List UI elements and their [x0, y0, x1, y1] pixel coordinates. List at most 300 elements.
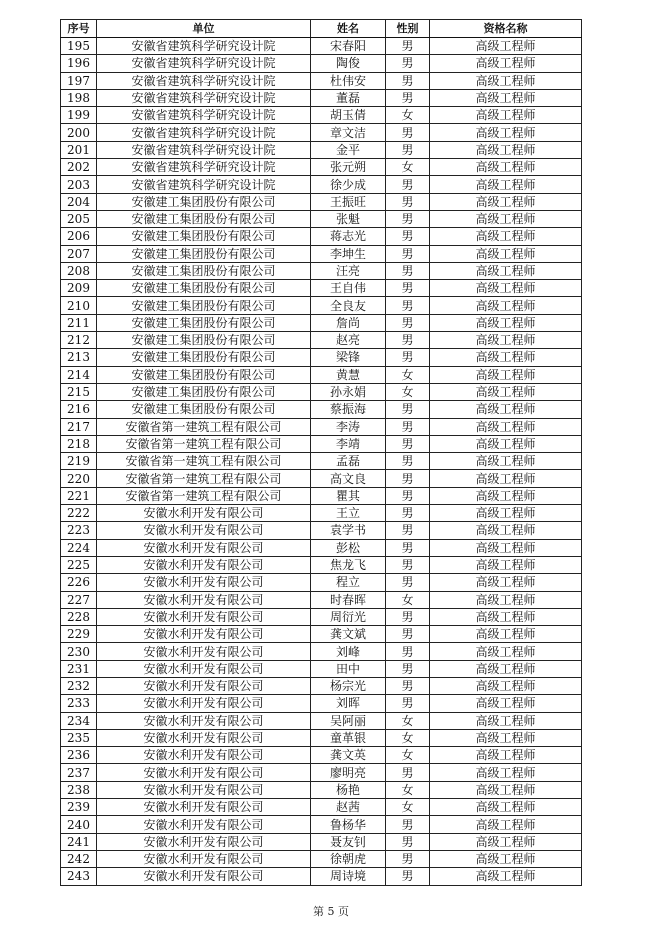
cell-gender: 男 [386, 626, 430, 643]
cell-gender: 男 [386, 245, 430, 262]
table-row [61, 833, 582, 850]
table-row [61, 677, 582, 694]
cell-unit: 安徽水利开发有限公司 [97, 626, 311, 643]
cell-qualification: 高级工程师 [430, 470, 582, 487]
cell-gender: 男 [386, 505, 430, 522]
cell-qualification: 高级工程师 [430, 72, 582, 89]
table-row [61, 660, 582, 677]
cell-gender: 男 [386, 314, 430, 331]
cell-gender: 男 [386, 176, 430, 193]
cell-unit: 安徽水利开发有限公司 [97, 505, 311, 522]
table-row [61, 228, 582, 245]
cell-qualification: 高级工程师 [430, 159, 582, 176]
cell-unit: 安徽水利开发有限公司 [97, 816, 311, 833]
table-row [61, 141, 582, 158]
cell-unit: 安徽水利开发有限公司 [97, 591, 311, 608]
table-row [61, 712, 582, 729]
cell-qualification: 高级工程师 [430, 401, 582, 418]
cell-number: 207 [61, 245, 97, 262]
cell-number: 234 [61, 712, 97, 729]
cell-gender: 男 [386, 487, 430, 504]
cell-gender: 男 [386, 89, 430, 106]
cell-unit: 安徽水利开发有限公司 [97, 556, 311, 573]
cell-unit: 安徽水利开发有限公司 [97, 764, 311, 781]
cell-number: 230 [61, 643, 97, 660]
table-row [61, 349, 582, 366]
cell-gender: 男 [386, 539, 430, 556]
cell-name: 张魁 [311, 210, 386, 227]
header-name: 姓名 [311, 20, 386, 38]
cell-name: 廖明亮 [311, 764, 386, 781]
cell-qualification: 高级工程师 [430, 280, 582, 297]
cell-name: 龚文斌 [311, 626, 386, 643]
cell-gender: 女 [386, 781, 430, 798]
cell-number: 219 [61, 453, 97, 470]
cell-number: 235 [61, 729, 97, 746]
cell-unit: 安徽建工集团股份有限公司 [97, 210, 311, 227]
cell-qualification: 高级工程师 [430, 626, 582, 643]
cell-name: 梁锋 [311, 349, 386, 366]
table-row [61, 453, 582, 470]
cell-unit: 安徽建工集团股份有限公司 [97, 401, 311, 418]
table-row [61, 383, 582, 400]
cell-number: 225 [61, 556, 97, 573]
cell-number: 241 [61, 833, 97, 850]
cell-qualification: 高级工程师 [430, 418, 582, 435]
table-row [61, 159, 582, 176]
cell-unit: 安徽水利开发有限公司 [97, 695, 311, 712]
cell-name: 陶俊 [311, 55, 386, 72]
table-row [61, 470, 582, 487]
cell-unit: 安徽省建筑科学研究设计院 [97, 159, 311, 176]
cell-name: 焦龙飞 [311, 556, 386, 573]
cell-qualification: 高级工程师 [430, 505, 582, 522]
cell-unit: 安徽建工集团股份有限公司 [97, 297, 311, 314]
cell-unit: 安徽省建筑科学研究设计院 [97, 55, 311, 72]
header-row [61, 20, 582, 38]
cell-gender: 男 [386, 453, 430, 470]
cell-qualification: 高级工程师 [430, 453, 582, 470]
cell-qualification: 高级工程师 [430, 332, 582, 349]
cell-name: 杜伟安 [311, 72, 386, 89]
cell-unit: 安徽水利开发有限公司 [97, 747, 311, 764]
header-gender: 性别 [386, 20, 430, 38]
cell-name: 詹尚 [311, 314, 386, 331]
cell-qualification: 高级工程师 [430, 781, 582, 798]
cell-number: 236 [61, 747, 97, 764]
cell-name: 张元朔 [311, 159, 386, 176]
cell-unit: 安徽水利开发有限公司 [97, 833, 311, 850]
table-row [61, 418, 582, 435]
cell-gender: 女 [386, 366, 430, 383]
table-row [61, 539, 582, 556]
cell-gender: 男 [386, 522, 430, 539]
table-row [61, 868, 582, 885]
table-row [61, 72, 582, 89]
table-row [61, 626, 582, 643]
cell-name: 董磊 [311, 89, 386, 106]
cell-qualification: 高级工程师 [430, 141, 582, 158]
cell-number: 228 [61, 608, 97, 625]
cell-qualification: 高级工程师 [430, 210, 582, 227]
table-row [61, 314, 582, 331]
cell-qualification: 高级工程师 [430, 833, 582, 850]
cell-gender: 男 [386, 228, 430, 245]
cell-name: 王自伟 [311, 280, 386, 297]
cell-qualification: 高级工程师 [430, 591, 582, 608]
cell-number: 208 [61, 262, 97, 279]
cell-number: 195 [61, 38, 97, 55]
cell-gender: 男 [386, 332, 430, 349]
cell-qualification: 高级工程师 [430, 228, 582, 245]
cell-number: 239 [61, 799, 97, 816]
cell-unit: 安徽建工集团股份有限公司 [97, 383, 311, 400]
cell-number: 232 [61, 677, 97, 694]
table-row [61, 764, 582, 781]
cell-gender: 男 [386, 262, 430, 279]
table-row [61, 124, 582, 141]
cell-name: 王振旺 [311, 193, 386, 210]
table-row [61, 556, 582, 573]
cell-gender: 男 [386, 764, 430, 781]
cell-gender: 男 [386, 816, 430, 833]
table-row [61, 781, 582, 798]
cell-name: 赵亮 [311, 332, 386, 349]
cell-gender: 男 [386, 833, 430, 850]
cell-number: 212 [61, 332, 97, 349]
table-row [61, 695, 582, 712]
cell-name: 汪亮 [311, 262, 386, 279]
cell-unit: 安徽水利开发有限公司 [97, 608, 311, 625]
cell-unit: 安徽水利开发有限公司 [97, 868, 311, 885]
header-number: 序号 [61, 20, 97, 38]
cell-qualification: 高级工程师 [430, 435, 582, 452]
cell-name: 王立 [311, 505, 386, 522]
page-number: 第 5 页 [313, 905, 349, 918]
cell-unit: 安徽水利开发有限公司 [97, 799, 311, 816]
cell-unit: 安徽省建筑科学研究设计院 [97, 107, 311, 124]
cell-gender: 男 [386, 850, 430, 867]
cell-gender: 女 [386, 712, 430, 729]
cell-qualification: 高级工程师 [430, 799, 582, 816]
cell-unit: 安徽省建筑科学研究设计院 [97, 89, 311, 106]
cell-gender: 男 [386, 418, 430, 435]
cell-gender: 男 [386, 677, 430, 694]
cell-number: 221 [61, 487, 97, 504]
cell-name: 时春晖 [311, 591, 386, 608]
table-row [61, 799, 582, 816]
cell-number: 217 [61, 418, 97, 435]
header-unit: 单位 [97, 20, 311, 38]
table-row [61, 89, 582, 106]
cell-name: 金平 [311, 141, 386, 158]
cell-number: 211 [61, 314, 97, 331]
cell-qualification: 高级工程师 [430, 850, 582, 867]
cell-gender: 男 [386, 297, 430, 314]
cell-name: 蒋志光 [311, 228, 386, 245]
cell-gender: 男 [386, 193, 430, 210]
cell-unit: 安徽省第一建筑工程有限公司 [97, 418, 311, 435]
cell-number: 214 [61, 366, 97, 383]
cell-gender: 女 [386, 107, 430, 124]
cell-unit: 安徽省第一建筑工程有限公司 [97, 470, 311, 487]
cell-name: 袁学书 [311, 522, 386, 539]
cell-name: 周衍光 [311, 608, 386, 625]
cell-name: 孟磊 [311, 453, 386, 470]
cell-qualification: 高级工程师 [430, 55, 582, 72]
cell-unit: 安徽建工集团股份有限公司 [97, 349, 311, 366]
cell-qualification: 高级工程师 [430, 712, 582, 729]
cell-gender: 男 [386, 210, 430, 227]
cell-unit: 安徽省建筑科学研究设计院 [97, 124, 311, 141]
table-header [61, 20, 582, 38]
cell-number: 196 [61, 55, 97, 72]
table-body [61, 38, 582, 886]
cell-qualification: 高级工程师 [430, 314, 582, 331]
cell-number: 210 [61, 297, 97, 314]
cell-number: 205 [61, 210, 97, 227]
cell-unit: 安徽水利开发有限公司 [97, 539, 311, 556]
cell-name: 蔡振海 [311, 401, 386, 418]
cell-unit: 安徽水利开发有限公司 [97, 850, 311, 867]
cell-name: 胡玉倩 [311, 107, 386, 124]
cell-number: 242 [61, 850, 97, 867]
cell-gender: 女 [386, 383, 430, 400]
cell-qualification: 高级工程师 [430, 176, 582, 193]
cell-unit: 安徽省建筑科学研究设计院 [97, 72, 311, 89]
cell-gender: 女 [386, 799, 430, 816]
cell-unit: 安徽水利开发有限公司 [97, 712, 311, 729]
cell-number: 218 [61, 435, 97, 452]
cell-number: 200 [61, 124, 97, 141]
cell-unit: 安徽水利开发有限公司 [97, 574, 311, 591]
cell-gender: 男 [386, 349, 430, 366]
cell-name: 童革银 [311, 729, 386, 746]
cell-gender: 女 [386, 747, 430, 764]
qualification-roster-table [60, 19, 582, 886]
cell-number: 222 [61, 505, 97, 522]
cell-unit: 安徽建工集团股份有限公司 [97, 332, 311, 349]
cell-qualification: 高级工程师 [430, 124, 582, 141]
cell-number: 226 [61, 574, 97, 591]
cell-name: 刘晖 [311, 695, 386, 712]
cell-name: 杨宗光 [311, 677, 386, 694]
cell-unit: 安徽省建筑科学研究设计院 [97, 141, 311, 158]
cell-qualification: 高级工程师 [430, 245, 582, 262]
table-row [61, 280, 582, 297]
table-row [61, 55, 582, 72]
cell-gender: 女 [386, 591, 430, 608]
cell-number: 220 [61, 470, 97, 487]
cell-name: 瞿其 [311, 487, 386, 504]
cell-qualification: 高级工程师 [430, 383, 582, 400]
cell-qualification: 高级工程师 [430, 349, 582, 366]
cell-unit: 安徽建工集团股份有限公司 [97, 262, 311, 279]
table-row [61, 401, 582, 418]
cell-unit: 安徽水利开发有限公司 [97, 781, 311, 798]
cell-number: 198 [61, 89, 97, 106]
cell-number: 223 [61, 522, 97, 539]
header-qualification: 资格名称 [430, 20, 582, 38]
cell-unit: 安徽省建筑科学研究设计院 [97, 176, 311, 193]
cell-gender: 男 [386, 55, 430, 72]
table-row [61, 522, 582, 539]
cell-qualification: 高级工程师 [430, 89, 582, 106]
cell-number: 204 [61, 193, 97, 210]
cell-name: 徐朝虎 [311, 850, 386, 867]
table-row [61, 816, 582, 833]
cell-unit: 安徽省第一建筑工程有限公司 [97, 435, 311, 452]
cell-unit: 安徽建工集团股份有限公司 [97, 366, 311, 383]
cell-qualification: 高级工程师 [430, 695, 582, 712]
cell-qualification: 高级工程师 [430, 193, 582, 210]
cell-gender: 男 [386, 643, 430, 660]
cell-gender: 男 [386, 38, 430, 55]
cell-name: 全良友 [311, 297, 386, 314]
cell-name: 李涛 [311, 418, 386, 435]
cell-unit: 安徽省建筑科学研究设计院 [97, 38, 311, 55]
table-row [61, 608, 582, 625]
cell-gender: 男 [386, 124, 430, 141]
cell-unit: 安徽建工集团股份有限公司 [97, 280, 311, 297]
table-row [61, 38, 582, 55]
cell-name: 宋春阳 [311, 38, 386, 55]
table-row [61, 176, 582, 193]
cell-qualification: 高级工程师 [430, 366, 582, 383]
table-row [61, 435, 582, 452]
table-row [61, 747, 582, 764]
cell-gender: 女 [386, 159, 430, 176]
cell-gender: 男 [386, 660, 430, 677]
cell-qualification: 高级工程师 [430, 677, 582, 694]
cell-number: 215 [61, 383, 97, 400]
cell-qualification: 高级工程师 [430, 660, 582, 677]
cell-name: 程立 [311, 574, 386, 591]
cell-qualification: 高级工程师 [430, 556, 582, 573]
cell-name: 刘峰 [311, 643, 386, 660]
cell-name: 李靖 [311, 435, 386, 452]
cell-name: 赵茜 [311, 799, 386, 816]
cell-number: 231 [61, 660, 97, 677]
cell-unit: 安徽省第一建筑工程有限公司 [97, 487, 311, 504]
cell-gender: 男 [386, 141, 430, 158]
cell-qualification: 高级工程师 [430, 38, 582, 55]
cell-unit: 安徽建工集团股份有限公司 [97, 228, 311, 245]
cell-unit: 安徽建工集团股份有限公司 [97, 314, 311, 331]
table-row [61, 591, 582, 608]
cell-unit: 安徽省第一建筑工程有限公司 [97, 453, 311, 470]
table-row [61, 332, 582, 349]
cell-name: 彭松 [311, 539, 386, 556]
cell-number: 229 [61, 626, 97, 643]
cell-qualification: 高级工程师 [430, 816, 582, 833]
cell-name: 徐少成 [311, 176, 386, 193]
cell-unit: 安徽水利开发有限公司 [97, 522, 311, 539]
table-row [61, 487, 582, 504]
cell-name: 孙永娟 [311, 383, 386, 400]
cell-gender: 男 [386, 608, 430, 625]
cell-unit: 安徽水利开发有限公司 [97, 677, 311, 694]
cell-qualification: 高级工程师 [430, 297, 582, 314]
cell-number: 238 [61, 781, 97, 798]
cell-unit: 安徽水利开发有限公司 [97, 643, 311, 660]
cell-name: 李坤生 [311, 245, 386, 262]
cell-gender: 男 [386, 695, 430, 712]
cell-gender: 女 [386, 729, 430, 746]
cell-number: 197 [61, 72, 97, 89]
cell-number: 199 [61, 107, 97, 124]
cell-name: 杨艳 [311, 781, 386, 798]
cell-name: 龚文英 [311, 747, 386, 764]
cell-qualification: 高级工程师 [430, 729, 582, 746]
cell-number: 213 [61, 349, 97, 366]
cell-qualification: 高级工程师 [430, 522, 582, 539]
cell-name: 周诗境 [311, 868, 386, 885]
cell-qualification: 高级工程师 [430, 747, 582, 764]
table-row [61, 366, 582, 383]
cell-name: 章文洁 [311, 124, 386, 141]
cell-gender: 男 [386, 401, 430, 418]
table-row [61, 574, 582, 591]
cell-unit: 安徽水利开发有限公司 [97, 660, 311, 677]
cell-unit: 安徽建工集团股份有限公司 [97, 245, 311, 262]
cell-qualification: 高级工程师 [430, 574, 582, 591]
table-row [61, 193, 582, 210]
cell-number: 216 [61, 401, 97, 418]
cell-name: 高文良 [311, 470, 386, 487]
cell-name: 鲁杨华 [311, 816, 386, 833]
cell-number: 237 [61, 764, 97, 781]
cell-name: 田中 [311, 660, 386, 677]
table-row [61, 643, 582, 660]
cell-gender: 男 [386, 470, 430, 487]
cell-number: 243 [61, 868, 97, 885]
cell-qualification: 高级工程师 [430, 487, 582, 504]
cell-qualification: 高级工程师 [430, 107, 582, 124]
table-row [61, 245, 582, 262]
cell-name: 黄慧 [311, 366, 386, 383]
table-row [61, 850, 582, 867]
cell-qualification: 高级工程师 [430, 608, 582, 625]
cell-qualification: 高级工程师 [430, 868, 582, 885]
table-row [61, 729, 582, 746]
cell-unit: 安徽水利开发有限公司 [97, 729, 311, 746]
table-row [61, 262, 582, 279]
cell-number: 209 [61, 280, 97, 297]
cell-qualification: 高级工程师 [430, 643, 582, 660]
cell-number: 224 [61, 539, 97, 556]
table-row [61, 505, 582, 522]
cell-gender: 男 [386, 72, 430, 89]
cell-qualification: 高级工程师 [430, 539, 582, 556]
cell-number: 227 [61, 591, 97, 608]
cell-gender: 男 [386, 574, 430, 591]
cell-number: 206 [61, 228, 97, 245]
cell-gender: 男 [386, 868, 430, 885]
cell-number: 202 [61, 159, 97, 176]
cell-number: 233 [61, 695, 97, 712]
cell-qualification: 高级工程师 [430, 262, 582, 279]
cell-number: 240 [61, 816, 97, 833]
table-row [61, 107, 582, 124]
table-row [61, 210, 582, 227]
cell-gender: 男 [386, 556, 430, 573]
cell-number: 201 [61, 141, 97, 158]
cell-name: 聂友钊 [311, 833, 386, 850]
cell-gender: 男 [386, 435, 430, 452]
cell-number: 203 [61, 176, 97, 193]
cell-unit: 安徽建工集团股份有限公司 [97, 193, 311, 210]
